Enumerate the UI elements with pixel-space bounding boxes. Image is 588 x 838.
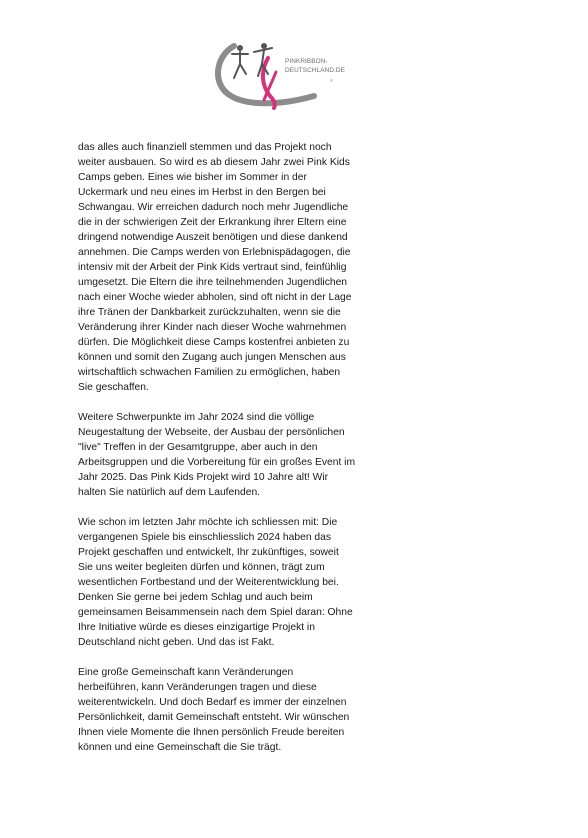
text-line: Sie geschaffen.	[78, 382, 149, 393]
text-line: Arbeitsgruppen und die Vorbereitung für ein großes Event im	[78, 457, 356, 468]
text-line: wesentlichen Fortbestand und der Weiterentwicklung bei.	[78, 577, 339, 588]
paragraph-4	[78, 665, 380, 755]
text-line: die in der schwierigen Zeit der Erkrankung ihrer Eltern eine	[78, 217, 347, 228]
paragraph-2	[78, 410, 380, 500]
text-line: Weitere Schwerpunkte im Jahr 2024 sind die völlige	[78, 412, 315, 423]
logo-wordmark	[285, 58, 345, 75]
text-line: dringend notwendige Auszeit benötigen und diese dankend	[78, 232, 348, 243]
paragraph-1	[78, 140, 380, 395]
text-line: halten Sie natürlich auf dem Laufenden.	[78, 487, 261, 498]
text-line: ihre Tränen der Dankbarkeit zurückzuhalten, wenn sie die	[78, 307, 341, 318]
text-line: Neugestaltung der Webseite, der Ausbau der persönlichen	[78, 427, 345, 438]
text-line: Projekt geschaffen und entwickelt, Ihr zukünftiges, soweit	[78, 547, 339, 558]
text-line: Deutschland nicht geben. Und das ist Fakt.	[78, 637, 275, 648]
pinkribbon-logo	[210, 34, 350, 110]
text-line: herbeiführen, kann Veränderungen tragen und diese	[78, 682, 317, 693]
text-line: Ihnen viele Momente die Ihnen persönlich Freude bereiten	[78, 727, 345, 738]
text-line: intensiv mit der Arbeit der Pink Kids vertraut sind, feinfühlig	[78, 262, 347, 273]
text-line: weiter ausbauen. So wird es ab diesem Jahr zwei Pink Kids	[78, 157, 350, 168]
text-line: vergangenen Spiele bis einschliesslich 2024 haben das	[78, 532, 332, 543]
text-line: umgesetzt. Die Eltern die ihre teilnehmenden Jugendlichen	[78, 277, 348, 288]
text-line: annehmen. Die Camps werden von Erlebnispädagogen, die	[78, 247, 351, 258]
text-line: Eine große Gemeinschaft kann Veränderungen	[78, 667, 294, 678]
text-line: nach einer Woche wieder abholen, sind oft nicht in der Lage	[78, 292, 352, 303]
text-line: dürfen. Die Möglichkeit diese Camps kostenfrei anbieten zu	[78, 337, 350, 348]
text-line: Jahr 2025. Das Pink Kids Projekt wird 10 Jahre alt! Wir	[78, 472, 329, 483]
paragraph-3	[78, 515, 380, 650]
text-line: das alles auch finanziell stemmen und das Projekt noch	[78, 142, 332, 153]
logo-line-1: PINKRIBBON-	[285, 58, 328, 65]
text-line: Veränderung ihrer Kinder nach dieser Woche wahrnehmen	[78, 322, 347, 333]
text-line: Persönlichkeit, damit Gemeinschaft entsteht. Wir wünschen	[78, 712, 350, 723]
text-line: Denken Sie gerne bei jedem Schlag und auch beim	[78, 592, 313, 603]
registered-mark: ®	[330, 78, 333, 83]
logo-line-2: DEUTSCHLAND.DE	[285, 66, 345, 74]
text-line: wirtschaftlich schwachen Familien zu ermöglichen, haben	[78, 367, 341, 378]
letter-body	[78, 140, 380, 770]
text-line: Camps geben. Eines wie bisher im Sommer in der	[78, 172, 307, 183]
text-line: weiterentwickeln. Und doch Bedarf es immer der einzelnen	[78, 697, 347, 708]
text-line: gemeinsamen Beisammensein nach dem Spiel daran: Ohne	[78, 607, 353, 618]
text-line: Uckermark und neu eines im Herbst in den Bergen bei	[78, 187, 326, 198]
text-line: Ihre Initiative würde es dieses einzigartige Projekt in	[78, 622, 315, 633]
text-line: "live" Treffen in der Gesamtgruppe, aber auch in den	[78, 442, 318, 453]
text-line: können und eine Gemeinschaft die Sie trägt.	[78, 742, 282, 753]
text-line: Schwangau. Wir erreichen dadurch noch mehr Jugendliche	[78, 202, 349, 213]
text-line: Wie schon im letzten Jahr möchte ich schliessen mit: Die	[78, 517, 338, 528]
text-line: Sie uns weiter begleiten dürfen und können, trägt zum	[78, 562, 325, 573]
text-line: können und somit den Zugang auch jungen Menschen aus	[78, 352, 346, 363]
